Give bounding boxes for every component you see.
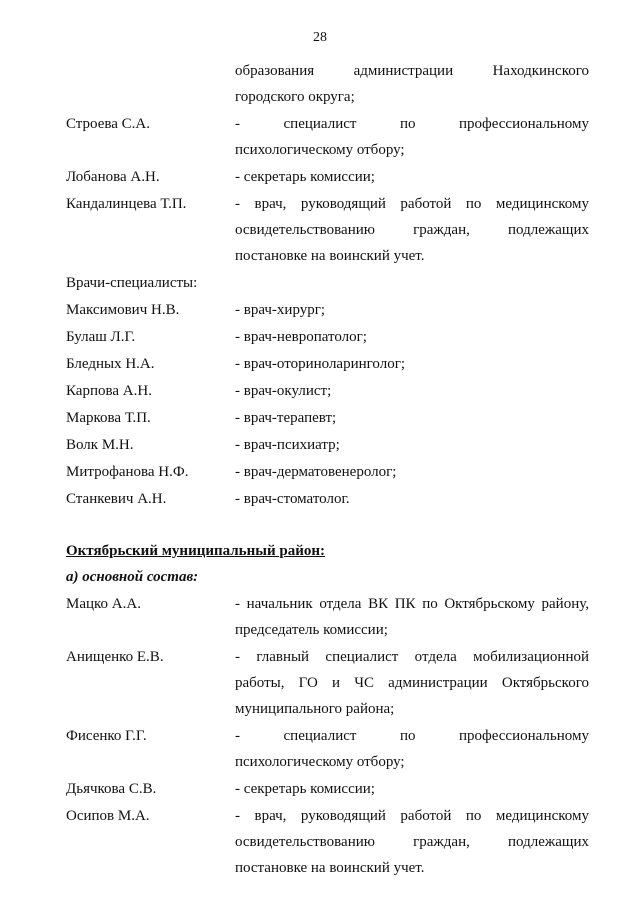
- description-line: освидетельствованию граждан, подлежащих: [235, 834, 589, 850]
- description-line: постановке на воинский учет.: [235, 248, 425, 264]
- description-line: - специалист по профессиональному: [235, 728, 589, 744]
- specialist-role: - врач-психиатр;: [235, 437, 340, 453]
- member-name: Кандалинцева Т.П.: [66, 196, 187, 212]
- member-name: Осипов М.А.: [66, 808, 150, 824]
- description-line: - врач, руководящий работой по медицинскому: [235, 196, 589, 212]
- member-description: [235, 191, 589, 269]
- member-description: [235, 776, 589, 802]
- specialist-entry: [66, 405, 589, 431]
- member-name: Анищенко Е.В.: [66, 649, 164, 665]
- member-name-empty: [66, 58, 235, 110]
- specialist-name: Волк М.Н.: [66, 437, 134, 453]
- specialist-name: Максимович Н.В.: [66, 302, 180, 318]
- member-entry: [66, 164, 589, 190]
- description-line: - секретарь комиссии;: [235, 781, 375, 797]
- member-entry: [66, 723, 589, 775]
- description-line: муниципального района;: [235, 701, 395, 717]
- specialist-entry: [66, 459, 589, 485]
- specialist-name: Станкевич А.Н.: [66, 491, 167, 507]
- specialist-name: Митрофанова Н.Ф.: [66, 464, 189, 480]
- specialist-name: Бледных Н.А.: [66, 356, 155, 372]
- document-body: [66, 58, 589, 882]
- description-line: работы, ГО и ЧС администрации Октябрьского: [235, 675, 589, 691]
- specialist-name: Маркова Т.П.: [66, 410, 151, 426]
- specialist-entry: [66, 351, 589, 377]
- specialist-role: - врач-оториноларинголог;: [235, 356, 406, 372]
- description-line: - секретарь комиссии;: [235, 169, 375, 185]
- member-description: [235, 803, 589, 881]
- member-name: Мацко А.А.: [66, 596, 141, 612]
- description-line: постановке на воинский учет.: [235, 860, 425, 876]
- member-entry: [66, 776, 589, 802]
- specialist-name: Карпова А.Н.: [66, 383, 152, 399]
- description-line: психологическому отбору;: [235, 754, 405, 770]
- member-entry: [66, 111, 589, 163]
- description-line: - начальник отдела ВК ПК по Октябрьскому району,: [235, 596, 589, 612]
- description-line: психологическому отбору;: [235, 142, 405, 158]
- member-name: Строева С.А.: [66, 116, 151, 132]
- specialist-role: - врач-невропатолог;: [235, 329, 367, 345]
- member-description: [235, 111, 589, 163]
- specialist-entry: [66, 486, 589, 512]
- specialist-entry: [66, 378, 589, 404]
- description-line: - главный специалист отдела мобилизационной: [235, 649, 589, 665]
- district-title: Октябрьский муниципальный район:: [66, 543, 325, 559]
- page-number: 28: [313, 30, 327, 45]
- description-line: освидетельствованию граждан, подлежащих: [235, 222, 589, 238]
- description-line: председатель комиссии;: [235, 622, 388, 638]
- member-name: Лобанова А.Н.: [66, 169, 160, 185]
- member-name: Фисенко Г.Г.: [66, 728, 147, 744]
- member-description: [235, 723, 589, 775]
- description-line: образования администрации Находкинского: [235, 63, 589, 79]
- specialist-role: - врач-хирург;: [235, 302, 326, 318]
- specialist-entry: [66, 297, 589, 323]
- specialist-entry: [66, 324, 589, 350]
- member-description: [235, 591, 589, 643]
- specialist-role: - врач-стоматолог.: [235, 491, 350, 507]
- member-entry: [66, 803, 589, 881]
- member-entry: [66, 191, 589, 269]
- member-name: Дьячкова С.В.: [66, 781, 157, 797]
- specialists-heading: Врачи-специалисты:: [66, 275, 198, 291]
- member-description: [235, 58, 589, 110]
- member-description: [235, 164, 589, 190]
- member-entry: [66, 644, 589, 722]
- specialist-entry: [66, 432, 589, 458]
- description-line: - врач, руководящий работой по медицинскому: [235, 808, 589, 824]
- member-description: [235, 644, 589, 722]
- description-line: - специалист по профессиональному: [235, 116, 589, 132]
- description-line: городского округа;: [235, 89, 355, 105]
- specialist-role: - врач-дерматовенеролог;: [235, 464, 397, 480]
- composition-title: а) основной состав:: [66, 569, 199, 585]
- specialist-role: - врач-терапевт;: [235, 410, 337, 426]
- continuation-entry: [66, 58, 589, 110]
- specialist-name: Булаш Л.Г.: [66, 329, 136, 345]
- member-entry: [66, 591, 589, 643]
- specialist-role: - врач-окулист;: [235, 383, 332, 399]
